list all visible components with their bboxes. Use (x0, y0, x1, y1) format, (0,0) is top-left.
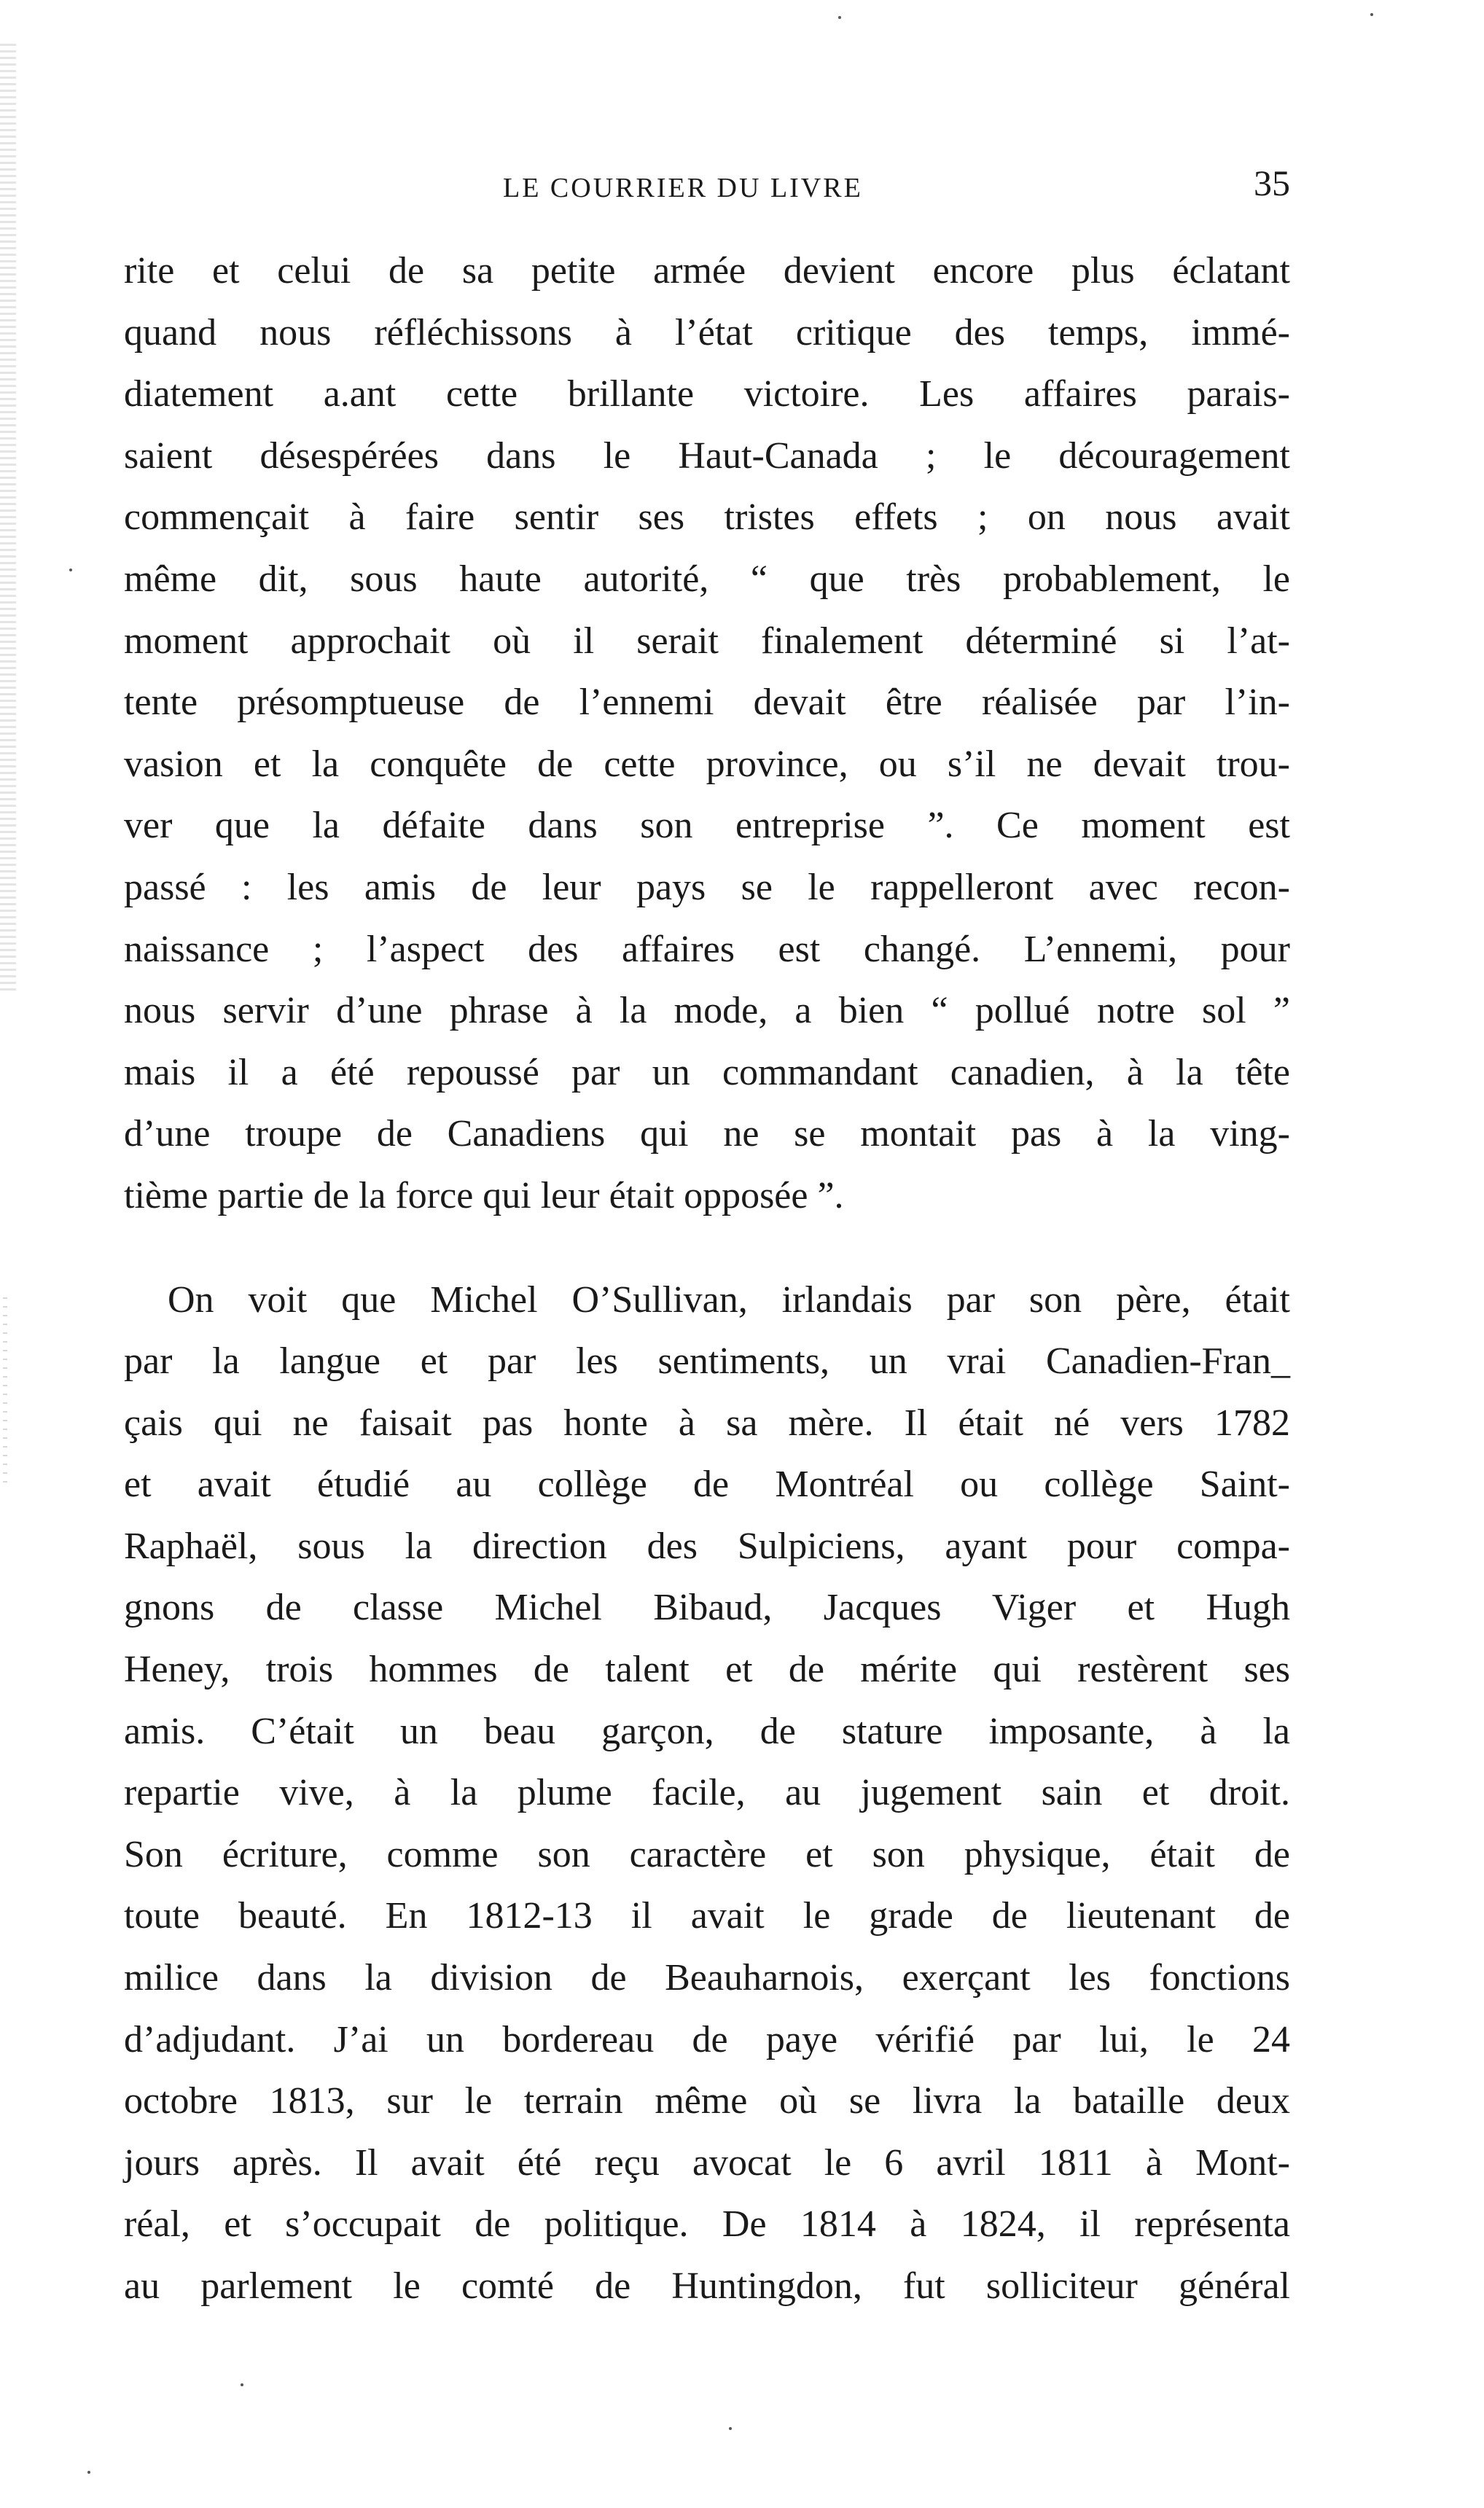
text-line: On voit que Michel O’Sullivan, irlandais par son père, était (168, 1278, 1290, 1321)
text-line: amis. C’était un beau garçon, de stature imposante, à la (124, 1710, 1290, 1752)
text-line: d’une troupe de Canadiens qui ne se montait pas à la ving- (124, 1113, 1290, 1155)
text-line: rite et celui de sa petite armée devient encore plus éclatant (124, 250, 1290, 292)
text-line: Heney, trois hommes de talent et de mérite qui restèrent ses (124, 1649, 1290, 1691)
text-line: quand nous réfléchissons à l’état critique des temps, immé- (124, 311, 1290, 353)
text-line: réal, et s’occupait de politique. De 1814 à 1824, il représenta (124, 2203, 1290, 2246)
body-text (124, 241, 1290, 2318)
scan-speck (1370, 13, 1373, 16)
text-line: octobre 1813, sur le terrain même où se livra la bataille deux (124, 2080, 1290, 2122)
text-line: diatement a.ant cette brillante victoire. Les affaires parais- (124, 373, 1290, 415)
text-line: passé : les amis de leur pays se le rappelleront avec recon- (124, 866, 1290, 908)
text-line: mais il a été repoussé par un commandant canadien, à la tête (124, 1051, 1290, 1093)
scan-speck (87, 2471, 90, 2474)
text-line: commençait à faire sentir ses tristes effets ; on nous avait (124, 496, 1290, 539)
text-line: moment approchait où il serait finalement déterminé si l’at- (124, 620, 1290, 662)
text-line: tente présomptueuse de l’ennemi devait être réalisée par l’in- (124, 681, 1290, 724)
text-line: vasion et la conquête de cette province, ou s’il ne devait trou- (124, 743, 1290, 785)
scan-speck (729, 2427, 732, 2430)
text-line: jours après. Il avait été reçu avocat le 6 avril 1811 à Mont- (124, 2141, 1290, 2184)
text-line: gnons de classe Michel Bibaud, Jacques Viger et Hugh (124, 1587, 1290, 1629)
binding-shadow-lower (3, 1297, 7, 1487)
paragraph (124, 1270, 1290, 2318)
binding-shadow (0, 44, 16, 991)
paragraph-break (124, 1227, 1290, 1270)
text-line: naissance ; l’aspect des affaires est changé. L’ennemi, pour (124, 928, 1290, 970)
text-line: toute beauté. En 1812-13 il avait le grade de lieutenant de (124, 1895, 1290, 1937)
text-line: tième partie de la force qui leur était opposée ”. (124, 1174, 844, 1216)
scan-speck (838, 16, 841, 19)
text-line: çais qui ne faisait pas honte à sa mère. Il était né vers 1782 (124, 1402, 1290, 1444)
scan-speck (241, 2383, 243, 2386)
page-number: 35 (1254, 163, 1290, 203)
running-head: LE COURRIER DU LIVRE (503, 173, 863, 203)
text-line: par la langue et par les sentiments, un vrai Canadien-Fran_ (124, 1340, 1290, 1383)
text-line: Raphaël, sous la direction des Sulpiciens, ayant pour compa- (124, 1525, 1290, 1567)
text-line: saient désespérées dans le Haut-Canada ; le découragement (124, 434, 1290, 477)
text-line: même dit, sous haute autorité, “ que très probablement, le (124, 558, 1290, 600)
text-line: au parlement le comté de Huntingdon, fut solliciteur général (124, 2265, 1290, 2307)
text-line: milice dans la division de Beauharnois, exerçant les fonctions (124, 1957, 1290, 1999)
text-line: repartie vive, à la plume facile, au jugement sain et droit. (124, 1772, 1290, 1814)
text-line: ver que la défaite dans son entreprise ”. Ce moment est (124, 805, 1290, 847)
page-header (124, 162, 1290, 213)
text-line: et avait étudié au collège de Montréal ou collège Saint- (124, 1464, 1290, 1506)
scan-speck (69, 569, 72, 571)
text-line: d’adjudant. J’ai un bordereau de paye vérifié par lui, le 24 (124, 2018, 1290, 2060)
paragraph (124, 241, 1290, 1227)
text-line: nous servir d’une phrase à la mode, a bien “ pollué notre sol ” (124, 990, 1290, 1032)
text-line: Son écriture, comme son caractère et son physique, était de (124, 1833, 1290, 1875)
